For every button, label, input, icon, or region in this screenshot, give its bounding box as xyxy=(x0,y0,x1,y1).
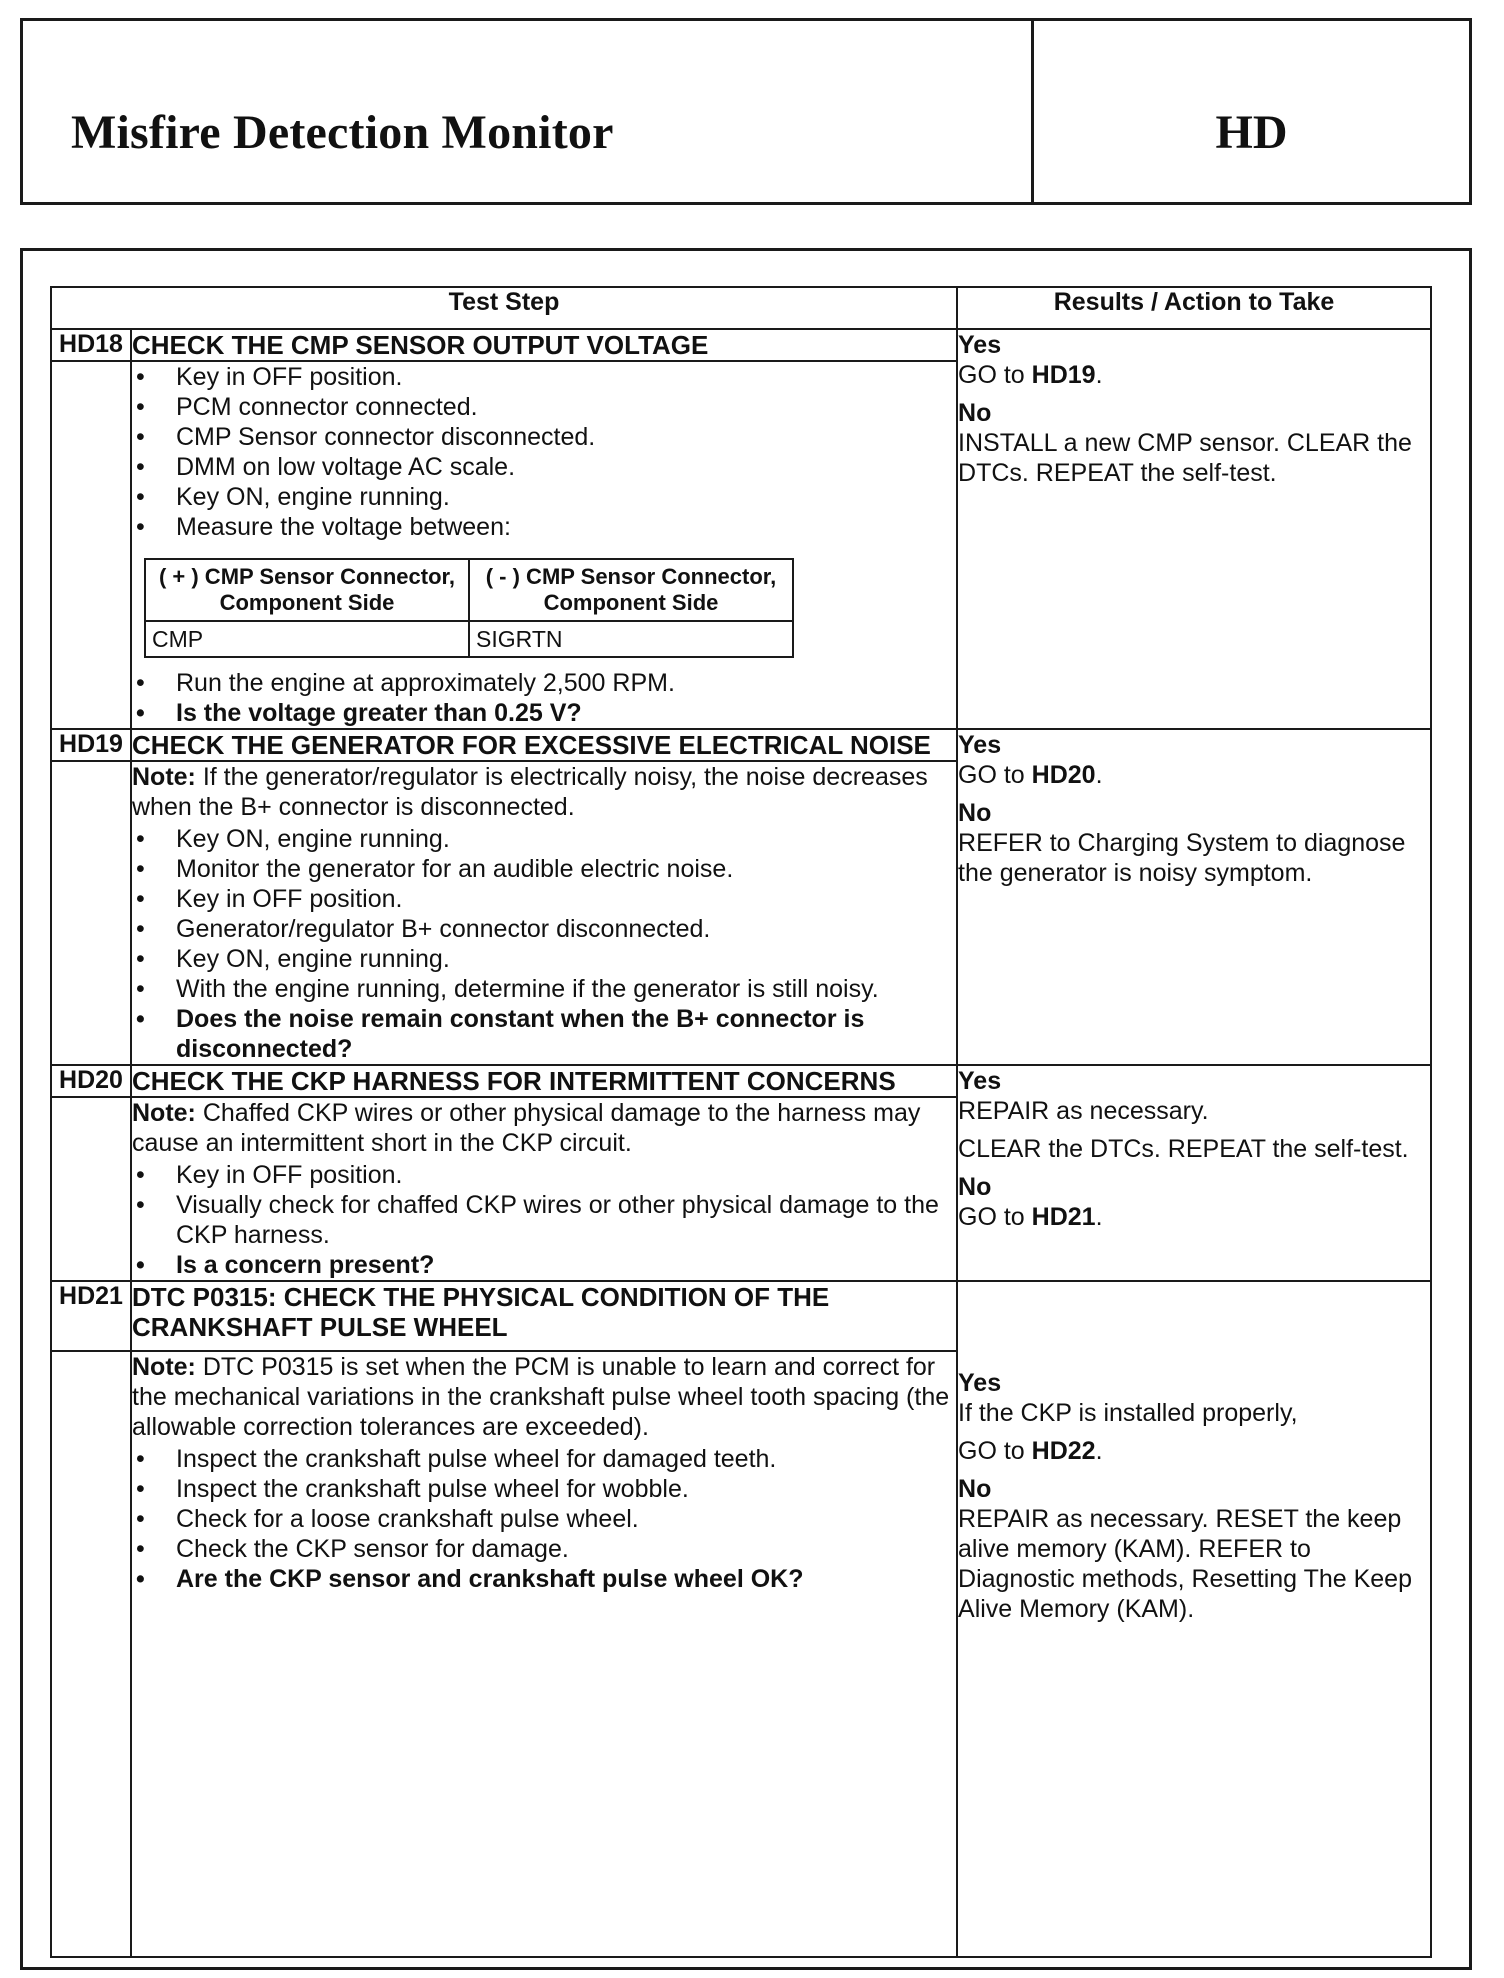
pin-value-positive: CMP xyxy=(145,621,469,657)
step-title: CHECK THE CMP SENSOR OUTPUT VOLTAGE xyxy=(131,329,957,361)
step-question: • Are the CKP sensor and crankshaft pulse wheel OK? xyxy=(132,1564,956,1594)
goto-suffix: . xyxy=(1095,1437,1103,1465)
list-item: • Monitor the generator for an audible electric noise. xyxy=(132,854,956,884)
list-item: • Measure the voltage between: xyxy=(132,512,956,542)
step-id: HD18 xyxy=(51,329,131,361)
test-step-table xyxy=(50,286,1432,1958)
result-no-label: No xyxy=(958,1475,992,1503)
result-no-text: REFER to Charging System to diagnose the generator is noisy symptom. xyxy=(958,829,1406,887)
measurement-pin-table xyxy=(144,558,794,658)
result-yes-text-2: CLEAR the DTCs. REPEAT the self-test. xyxy=(958,1135,1409,1163)
list-item: • CMP Sensor connector disconnected. xyxy=(132,422,956,452)
step-hd19-result xyxy=(957,729,1431,1065)
result-yes-text xyxy=(958,761,1103,789)
pin-value-negative: SIGRTN xyxy=(469,621,793,657)
step-question: • Is the voltage greater than 0.25 V? xyxy=(132,698,956,728)
result-yes-text: If the CKP is installed properly, xyxy=(958,1399,1298,1427)
result-no-text xyxy=(958,1203,1103,1231)
goto-step-link: HD21 xyxy=(1031,1203,1096,1231)
note-label: Note: xyxy=(132,1352,196,1381)
step-hd19-title-row xyxy=(51,729,1431,761)
goto-suffix: . xyxy=(1095,1203,1103,1231)
note-text: DTC P0315 is set when the PCM is unable to learn and correct for the mechanical variations in the crankshaft pulse wheel tooth spacing (the allowable correction tolerances are exceeded). xyxy=(132,1352,950,1441)
section-code: HD xyxy=(1215,106,1288,159)
step-note xyxy=(132,762,956,822)
result-no-label: No xyxy=(958,399,992,427)
goto-prefix: GO to xyxy=(958,361,1032,389)
step-hd20-result xyxy=(957,1065,1431,1281)
result-no-label: No xyxy=(958,1173,992,1201)
step-note xyxy=(132,1352,956,1442)
list-item: • Key in OFF position. xyxy=(132,362,956,392)
list-item: • Run the engine at approximately 2,500 RPM. xyxy=(132,668,956,698)
list-item: • Key ON, engine running. xyxy=(132,824,956,854)
list-item: • Generator/regulator B+ connector disconnected. xyxy=(132,914,956,944)
step-question: • Is a concern present? xyxy=(132,1250,956,1280)
step-hd20-title-row xyxy=(51,1065,1431,1097)
result-yes-label: Yes xyxy=(958,331,1002,359)
list-item: • Key ON, engine running. xyxy=(132,482,956,512)
step-question: • Does the noise remain constant when the B+ connector is disconnected? xyxy=(132,1004,956,1064)
goto-suffix: . xyxy=(1095,361,1103,389)
result-yes-text xyxy=(958,361,1103,389)
list-item: • Check the CKP sensor for damage. xyxy=(132,1534,956,1564)
note-label: Note: xyxy=(132,763,196,791)
step-note xyxy=(132,1098,956,1158)
goto-prefix: GO to xyxy=(958,1203,1032,1231)
step-id: HD20 xyxy=(51,1065,131,1097)
result-yes-text: REPAIR as necessary. xyxy=(958,1097,1209,1125)
step-title: DTC P0315: CHECK THE PHYSICAL CONDITION OF THE CRANKSHAFT PULSE WHEEL xyxy=(131,1281,957,1351)
goto-step-link: HD19 xyxy=(1031,361,1096,389)
step-body xyxy=(131,361,957,729)
list-item: • Key in OFF position. xyxy=(132,884,956,914)
step-title: CHECK THE GENERATOR FOR EXCESSIVE ELECTRICAL NOISE xyxy=(131,729,957,761)
step-id: HD21 xyxy=(51,1281,131,1351)
step-bullets xyxy=(132,1444,956,1594)
note-label: Note: xyxy=(132,1099,196,1127)
step-bullets-after xyxy=(132,668,956,728)
result-yes-label: Yes xyxy=(958,731,1002,759)
list-item: • Key in OFF position. xyxy=(132,1160,956,1190)
step-hd21-result xyxy=(957,1281,1431,1957)
note-text: Chaffed CKP wires or other physical damage to the harness may cause an intermittent short in the CKP circuit. xyxy=(132,1099,921,1157)
step-bullets xyxy=(132,824,956,1064)
step-body xyxy=(131,761,957,1065)
page-title: Misfire Detection Monitor xyxy=(71,106,614,159)
list-item: • Inspect the crankshaft pulse wheel for wobble. xyxy=(132,1474,956,1504)
result-no-text: INSTALL a new CMP sensor. CLEAR the DTCs. REPEAT the self-test. xyxy=(958,429,1412,487)
step-body xyxy=(131,1097,957,1281)
col-header-test-step: Test Step xyxy=(51,287,957,329)
step-bullets xyxy=(132,1160,956,1280)
goto-prefix: GO to xyxy=(958,1437,1032,1465)
goto-step-link: HD22 xyxy=(1031,1437,1096,1465)
list-item: • Key ON, engine running. xyxy=(132,944,956,974)
goto-suffix: . xyxy=(1095,761,1103,789)
result-no-label: No xyxy=(958,799,992,827)
page-header xyxy=(20,18,1472,205)
step-hd18-title-row xyxy=(51,329,1431,361)
goto-prefix: GO to xyxy=(958,761,1032,789)
step-id: HD19 xyxy=(51,729,131,761)
pin-header-positive: ( + ) CMP Sensor Connector, Component Side xyxy=(145,559,469,621)
goto-step-link: HD20 xyxy=(1031,761,1096,789)
list-item: • Check for a loose crankshaft pulse wheel. xyxy=(132,1504,956,1534)
col-header-results: Results / Action to Take xyxy=(957,287,1431,329)
result-yes-label: Yes xyxy=(958,1369,1002,1397)
list-item: • With the engine running, determine if the generator is still noisy. xyxy=(132,974,956,1004)
list-item: • PCM connector connected. xyxy=(132,392,956,422)
result-yes-label: Yes xyxy=(958,1067,1002,1095)
pin-header-negative: ( - ) CMP Sensor Connector, Component Side xyxy=(469,559,793,621)
table-header-row xyxy=(51,287,1431,329)
list-item: • DMM on low voltage AC scale. xyxy=(132,452,956,482)
list-item: • Visually check for chaffed CKP wires or other physical damage to the CKP harness. xyxy=(132,1190,956,1250)
step-hd21-title-row xyxy=(51,1281,1431,1351)
step-title: CHECK THE CKP HARNESS FOR INTERMITTENT CONCERNS xyxy=(131,1065,957,1097)
list-item: • Inspect the crankshaft pulse wheel for damaged teeth. xyxy=(132,1444,956,1474)
step-body xyxy=(131,1351,957,1957)
step-hd18-result xyxy=(957,329,1431,729)
step-bullets xyxy=(132,362,956,542)
result-no-text: REPAIR as necessary. RESET the keep alive memory (KAM). REFER to Diagnostic methods, Resetting The Keep Alive Memory (KAM). xyxy=(958,1505,1412,1623)
note-text: If the generator/regulator is electrically noisy, the noise decreases when the B+ connector is disconnected. xyxy=(132,763,928,821)
result-yes-goto xyxy=(958,1437,1103,1465)
